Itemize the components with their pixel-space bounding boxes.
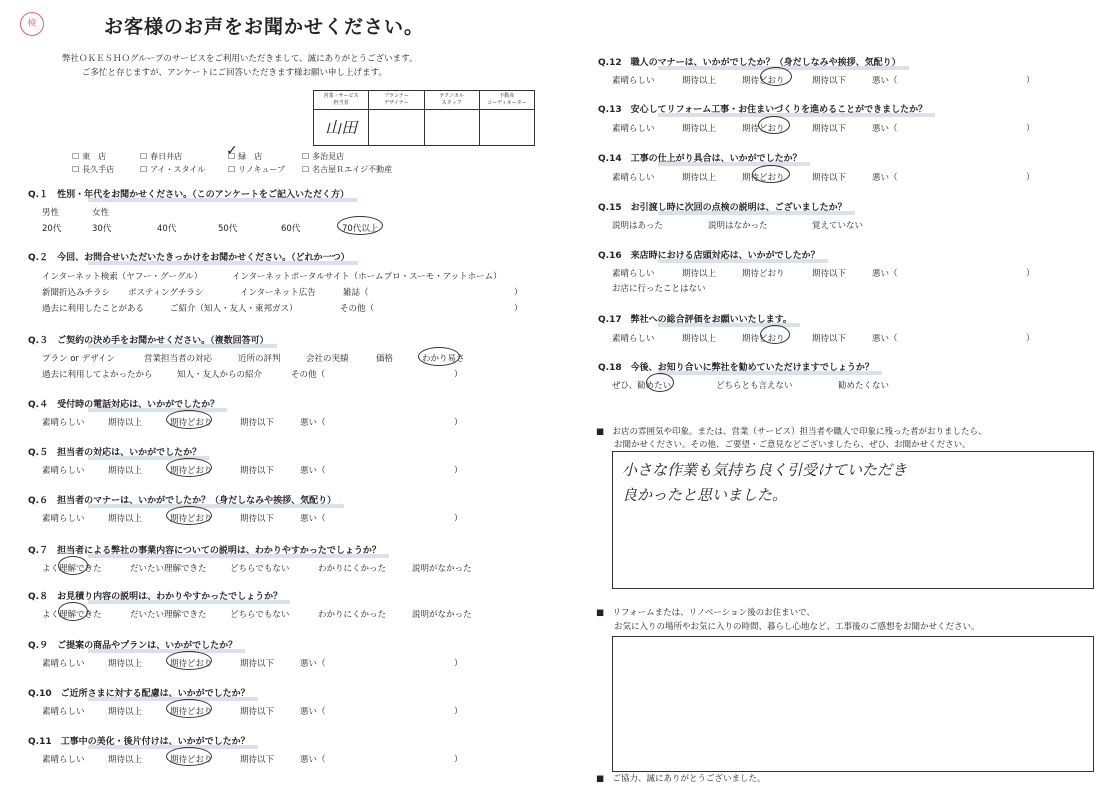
question-11: Q.11 工事中の美化・後片付けは、いかがでしたか？	[28, 734, 250, 747]
option[interactable]: 営業担当者の対応	[144, 354, 213, 364]
option[interactable]: インターネットポータルサイト（ホームプロ・スーモ・アットホーム）	[232, 272, 502, 282]
question-18: Q.18 今後、お知り合いに弊社を勧めていただけますでしょうか？	[598, 360, 874, 373]
option[interactable]: 期待以上	[682, 76, 717, 86]
approval-stamp: 検	[20, 12, 44, 36]
option[interactable]: 期待以下	[240, 466, 275, 476]
option[interactable]: 知人・友人からの紹介	[177, 370, 263, 380]
option[interactable]: ぜひ、勧めたい	[612, 381, 672, 391]
question-1: Q.１ 性別・年代をお聞かせください。（このアンケートをご記入いただく方）	[28, 187, 349, 200]
option[interactable]: 期待以上	[108, 755, 143, 765]
option[interactable]: どちらでもない	[230, 564, 290, 574]
free-comment-answer-2: 良かったと思いました。	[622, 486, 788, 504]
option: ）	[1026, 173, 1035, 183]
option[interactable]: 説明がなかった	[412, 610, 472, 620]
option[interactable]: 近所の評判	[238, 354, 281, 364]
option[interactable]: ご紹介（知人・友人・東邦ガス）	[170, 304, 298, 314]
option[interactable]: 期待以下	[240, 659, 275, 669]
option[interactable]: 70代以上	[342, 224, 379, 234]
option[interactable]: 期待どおり	[742, 334, 785, 344]
option[interactable]: 素晴らしい	[612, 173, 655, 183]
option[interactable]: 悪い（	[872, 269, 898, 279]
option[interactable]: 女性	[92, 208, 110, 218]
staff-header-sales: 営業・サービス 担当者	[314, 91, 369, 109]
option[interactable]: お店に行ったことはない	[612, 284, 706, 294]
option: ）	[1026, 76, 1035, 86]
answer-circle	[166, 699, 212, 718]
option[interactable]: 過去に利用したことがある	[42, 304, 145, 314]
answer-circle	[758, 116, 790, 134]
answer-circle	[166, 506, 212, 525]
option: ）	[1026, 124, 1035, 134]
option[interactable]: 期待以下	[812, 334, 847, 344]
question-16: Q.16 来店時における店頭対応は、いかがでしたか？	[598, 248, 820, 261]
option[interactable]: よく理解できた	[42, 610, 102, 620]
question-17: Q.17 弊社への総合評価をお願いいたします。	[598, 312, 792, 325]
option: ）	[454, 659, 463, 669]
option[interactable]: 30代	[92, 224, 112, 234]
store-checkbox[interactable]: ☐ リノキュープ	[228, 164, 285, 175]
option: ）	[454, 370, 463, 380]
option[interactable]: わかりにくかった	[318, 564, 387, 574]
question-7: Q.７ 担当者による弊社の事業内容についての説明は、わかりやすかったでしょうか？	[28, 543, 381, 556]
option[interactable]: 覚えていない	[812, 221, 864, 231]
staff-header-tech: テクニカル スタッフ	[425, 91, 480, 109]
question-8: Q.８ お見積り内容の説明は、わかりやすかったでしょうか？	[28, 589, 282, 602]
answer-circle	[646, 373, 674, 392]
option[interactable]: 悪い（	[872, 173, 898, 183]
option: ）	[1026, 334, 1035, 344]
option[interactable]: 素晴らしい	[42, 514, 85, 524]
afterwork-label-2: お気に入りの場所やお気に入りの時間、暮らし心地など、工事後のご感想をお聞かせください。	[614, 622, 980, 632]
store-checkbox[interactable]: ☐ 緑 店	[228, 151, 262, 162]
answer-circle	[166, 747, 212, 766]
answer-circle	[166, 410, 212, 429]
afterwork-label-1: ■ リフォームまたは、リノベーション後のお住まいで、	[596, 608, 815, 618]
option[interactable]: 悪い（	[300, 707, 326, 717]
option[interactable]: 期待どおり	[170, 514, 213, 524]
option[interactable]: 期待以上	[682, 124, 717, 134]
option[interactable]: 悪い（	[300, 659, 326, 669]
option: ）	[454, 755, 463, 765]
option[interactable]: どちらとも言えない	[716, 381, 793, 391]
question-15: Q.15 お引渡し時に次回の点検の説明は、ございましたか？	[598, 200, 847, 213]
option[interactable]: 素晴らしい	[42, 659, 85, 669]
answer-circle	[760, 325, 790, 344]
option[interactable]: その他（	[291, 370, 326, 380]
store-checkbox[interactable]: ☐ アイ・スタイル	[140, 164, 205, 175]
staff-value-sales: 山田	[314, 110, 369, 146]
staff-value-tech	[425, 110, 480, 146]
option[interactable]: 悪い（	[300, 755, 326, 765]
option[interactable]: インターネット広告	[240, 288, 316, 298]
footer-thanks: ■ ご協力、誠にありがとうございました。	[596, 774, 766, 784]
staff-value-realestate	[480, 110, 534, 146]
option[interactable]: 素晴らしい	[42, 755, 85, 765]
option[interactable]: 悪い（	[872, 124, 898, 134]
staff-header-planner: プランナー デザイナー	[369, 91, 424, 109]
option[interactable]: 素晴らしい	[42, 707, 85, 717]
answer-circle	[166, 651, 212, 670]
option[interactable]: 素晴らしい	[42, 418, 85, 428]
option[interactable]: 期待どおり	[742, 124, 785, 134]
option[interactable]: 悪い（	[872, 334, 898, 344]
page-title: お客様のお声をお聞かせください。	[104, 16, 425, 38]
question-12: Q.12 職人のマナーは、いかがでしたか？（身だしなみや挨拶、気配り）	[598, 55, 901, 68]
option[interactable]: 期待以下	[812, 269, 847, 279]
option[interactable]: 40代	[157, 224, 177, 234]
option[interactable]: 素晴らしい	[612, 269, 655, 279]
store-checkbox[interactable]: ☐ 多治見店	[302, 151, 344, 162]
option[interactable]: ポスティングチラシ	[128, 288, 204, 298]
option: ）	[1026, 269, 1035, 279]
option[interactable]: 素晴らしい	[612, 334, 655, 344]
option[interactable]: インターネット検索（ヤフー・グーグル）	[42, 272, 203, 282]
option[interactable]: 期待どおり	[170, 755, 213, 765]
option[interactable]: 男性	[42, 208, 60, 218]
question-2: Q.２ 今回、お問合せいただいたきっかけをお聞かせください。（どれか一つ）	[28, 250, 350, 263]
staff-header-realestate: 不動産 コーディネーター	[487, 93, 527, 106]
option[interactable]: 期待以上	[682, 269, 717, 279]
option[interactable]: 期待以下	[812, 76, 847, 86]
option[interactable]: 期待どおり	[170, 418, 213, 428]
option[interactable]: 期待どおり	[170, 707, 213, 717]
option[interactable]: わかり易さ	[422, 354, 465, 364]
staff-table	[313, 90, 535, 146]
option[interactable]: どちらでもない	[230, 610, 290, 620]
option[interactable]: 悪い（	[300, 418, 326, 428]
option[interactable]: 悪い（	[872, 76, 898, 86]
option[interactable]: プラン or デザイン	[42, 354, 116, 364]
option[interactable]: わかりにくかった	[318, 610, 387, 620]
question-13: Q.13 安心してリフォーム工事・お住まいづくりを進めることができましたか？	[598, 102, 927, 115]
option: ）	[454, 707, 463, 717]
option[interactable]: 60代	[281, 224, 301, 234]
option[interactable]: 素晴らしい	[612, 76, 655, 86]
option[interactable]: 悪い（	[300, 514, 326, 524]
store-checkbox[interactable]: ☐ 名古屋Ｒエイジ不動産	[302, 164, 392, 175]
answer-circle	[337, 216, 383, 235]
option[interactable]: だいたい理解できた	[130, 564, 207, 574]
option[interactable]: その他（	[340, 304, 375, 314]
option[interactable]: 雑誌（	[343, 288, 369, 298]
option[interactable]: 説明はなかった	[708, 221, 768, 231]
option[interactable]: 説明はあった	[612, 221, 663, 231]
option[interactable]: 20代	[42, 224, 62, 234]
option[interactable]: 期待どおり	[170, 466, 213, 476]
option: ）	[514, 288, 523, 298]
afterwork-comment-box[interactable]	[612, 636, 1094, 772]
option[interactable]: 期待以下	[240, 418, 275, 428]
free-comment-answer-1: 小さな作業も気持ち良く引受けていただき	[622, 461, 908, 479]
answer-circle	[58, 556, 88, 575]
option[interactable]: 期待どおり	[742, 173, 785, 183]
option[interactable]: 期待以下	[812, 124, 847, 134]
store-checkbox[interactable]: ☐ 東 店	[72, 151, 106, 162]
option: ）	[454, 514, 463, 524]
question-5: Q.５ 担当者の対応は、いかがでしたか？	[28, 445, 201, 458]
intro-line-1: 弊社ＯＫＥＳＨＯグループのサービスをご利用いただきまして、誠にありがとうございます。	[62, 54, 418, 64]
option[interactable]: 期待以下	[240, 707, 275, 717]
option[interactable]: 悪い（	[300, 466, 326, 476]
option[interactable]: 期待以上	[108, 466, 143, 476]
option[interactable]: 期待どおり	[170, 659, 213, 669]
question-14: Q.14 工事の仕上がり具合は、いかがでしたか？	[598, 151, 802, 164]
question-9: Q.９ ご提案の商品やプランは、いかがでしたか？	[28, 638, 237, 651]
option: ）	[454, 466, 463, 476]
question-3: Q.３ ご契約の決め手をお聞かせください。（複数回答可）	[28, 333, 269, 346]
option[interactable]: よく理解できた	[42, 564, 102, 574]
free-comment-label-2: お聞かせください。その他、ご要望・ご意見などございましたら、ぜひ、お聞かせください。	[614, 440, 971, 450]
option: ）	[514, 304, 523, 314]
option[interactable]: 期待以上	[108, 514, 143, 524]
option[interactable]: 期待以上	[682, 173, 717, 183]
option[interactable]: だいたい理解できた	[130, 610, 207, 620]
intro-line-2: ご多忙と存じますが、アンケートにご回答いただきます様お願い申し上げます。	[82, 68, 387, 78]
option[interactable]: 期待以上	[108, 418, 143, 428]
option[interactable]: 新聞折込みチラシ	[42, 288, 111, 298]
free-comment-label-1: ■ お店の雰囲気や印象。または、営業（サービス）担当者や職人で印象に残った者がおりましたら、	[596, 427, 987, 437]
answer-circle	[418, 347, 460, 366]
option[interactable]: 素晴らしい	[612, 124, 655, 134]
option: ）	[454, 418, 463, 428]
option[interactable]: 期待どおり	[742, 269, 785, 279]
store-checkbox[interactable]: ☐ 春日井店	[140, 151, 182, 162]
option[interactable]: 期待以上	[682, 334, 717, 344]
answer-circle	[166, 458, 212, 477]
question-4: Q.４ 受付時の電話対応は、いかがでしたか？	[28, 397, 219, 410]
check-mark-icon: ✓	[226, 143, 238, 159]
answer-circle	[58, 602, 88, 621]
store-checkbox[interactable]: ☐ 長久手店	[72, 164, 114, 175]
option[interactable]: 素晴らしい	[42, 466, 85, 476]
option[interactable]: 期待以下	[240, 514, 275, 524]
option[interactable]: 期待以下	[812, 173, 847, 183]
option[interactable]: 会社の実績	[306, 354, 349, 364]
option[interactable]: 50代	[218, 224, 238, 234]
answer-circle	[752, 165, 790, 183]
option[interactable]: 説明がなかった	[412, 564, 472, 574]
answer-circle	[760, 67, 792, 86]
option[interactable]: 過去に利用してよかったから	[42, 370, 153, 380]
option[interactable]: 勧めたくない	[838, 381, 890, 391]
question-10: Q.10 ご近所さまに対する配慮は、いかがでしたか？	[28, 686, 250, 699]
staff-value-planner	[369, 110, 424, 146]
option[interactable]: 価格	[376, 354, 394, 364]
question-6: Q.６ 担当者のマナーは、いかがでしたか？（身だしなみや挨拶、気配り）	[28, 493, 336, 506]
option[interactable]: 期待どおり	[742, 76, 785, 86]
option[interactable]: 期待以上	[108, 659, 143, 669]
option[interactable]: 期待以下	[240, 755, 275, 765]
option[interactable]: 期待以上	[108, 707, 143, 717]
